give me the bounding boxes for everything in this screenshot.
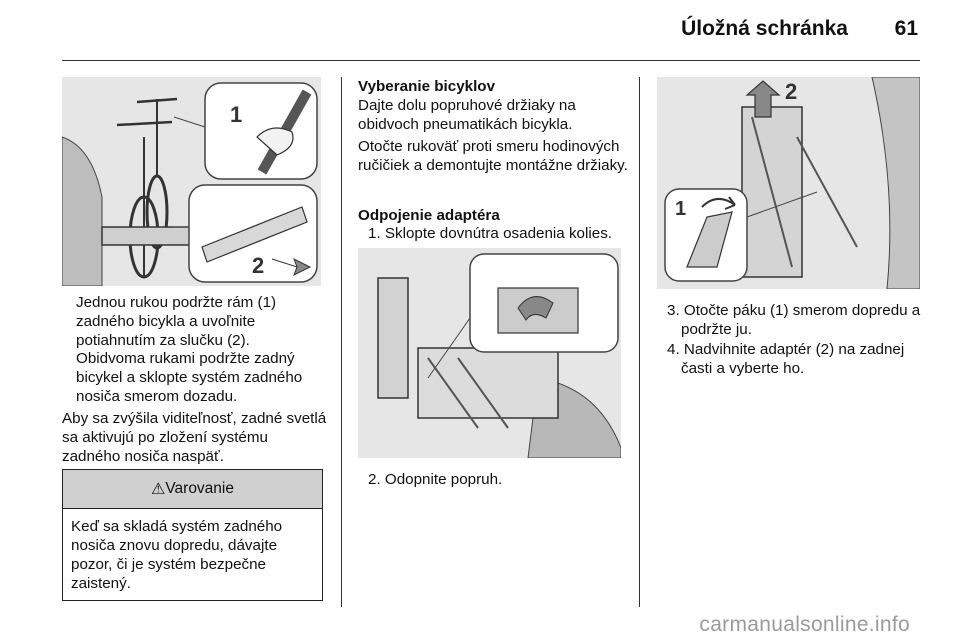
step-lift-adapter: 4. Nadvihnite adaptér (2) na zadnej časti a vyberte ho. [667, 341, 905, 377]
step-fold-wheel-mounts: 1. Sklopte dovnútra osadenia kolies. [368, 225, 613, 242]
bicycle-rack-illustration [62, 77, 321, 286]
warning-box [62, 469, 323, 601]
callout-1: 1 [675, 198, 687, 220]
warning-title: Varovanie [165, 480, 234, 497]
paragraph-strap-holders: Dajte dolu popruhové držiaky na obidvoch pneumatikách bicykla. [358, 97, 576, 133]
callout-2: 2 [252, 253, 265, 278]
warning-header [63, 470, 322, 509]
step-unbuckle-strap: 2. Odopnite popruh. [368, 471, 503, 488]
visibility-paragraph: Aby sa zvýšila viditeľnosť, zadné svetlá sa aktivujú po zložení systému zadného nosiča naspäť. [62, 410, 327, 465]
callout-2: 2 [785, 79, 798, 104]
warning-text: Keď sa skladá systém zadného nosiča znovu dopredu, dávajte pozor, či je systém bezpečne zaistený. [71, 518, 283, 592]
adapter-lever-illustration [657, 77, 920, 289]
step-fold-rack: Obidvoma rukami podržte zadný bicykel a sklopte systém zadného nosiča smerom dozadu. [76, 350, 303, 405]
figure-bicycle-rack [62, 77, 321, 286]
warning-icon: ⚠ [151, 481, 166, 498]
paragraph-turn-handle: Otočte rukoväť proti smeru hodinových ručičiek a demontujte montážne držiaky. [358, 138, 628, 174]
heading-remove-bicycles: Vyberanie bicyklov [358, 78, 496, 95]
header-divider [62, 60, 920, 61]
page-number: 61 [894, 17, 918, 40]
page-title: Úložná schránka [681, 17, 848, 40]
watermark: carmanualsonline.info [699, 613, 910, 636]
step-turn-lever: 3. Otočte páku (1) smerom dopredu a podržte ju. [667, 302, 921, 338]
step-hold-frame: Jednou rukou podržte rám (1) zadného bicykla a uvoľnite potiahnutím za slučku (2). [76, 294, 277, 349]
column-divider-2 [639, 77, 640, 607]
column-divider-1 [341, 77, 342, 607]
figure-adapter-lever [657, 77, 920, 289]
wheel-mount-illustration [358, 248, 621, 458]
callout-1: 1 [230, 102, 243, 127]
figure-wheel-mounts [358, 248, 621, 458]
heading-detach-adapter: Odpojenie adaptéra [358, 207, 500, 224]
